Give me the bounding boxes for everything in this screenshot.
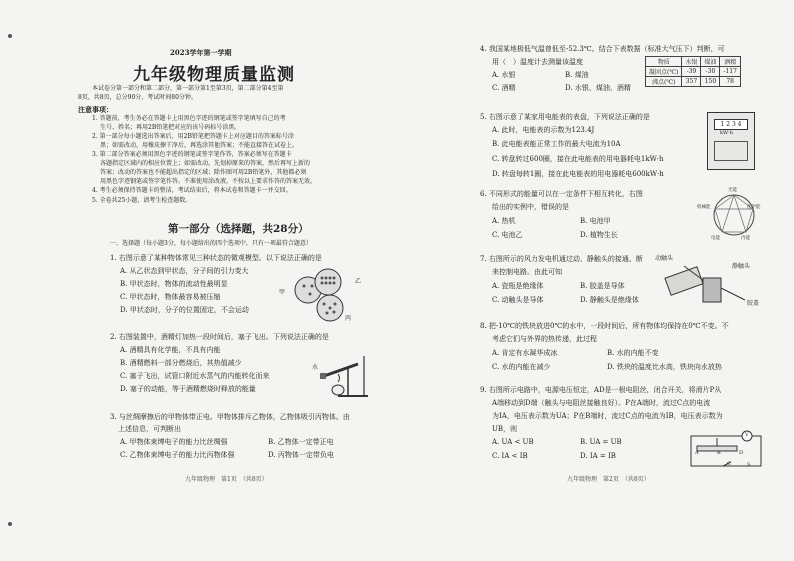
table-cell: 沸点(℃) (646, 77, 682, 87)
q6-option-d[interactable]: D. 植物生长 (580, 231, 618, 239)
wheel-label: 电能 (711, 236, 720, 241)
note-line: 用黑色字迹钢笔或签字笔作答。不准使用涂改液。不按以上要求作答的答案无效。 (100, 178, 317, 185)
meter-dial (714, 141, 748, 161)
wheel-label: 化学能 (747, 205, 761, 210)
q4-stem-line2: 用（ ）温度计去测量该温度 (492, 58, 583, 66)
q3-option-d[interactable]: D. 丙物体一定带负电 (268, 451, 334, 459)
q2-stem: 2. 右图装置中，酒精灯加热一段时间后，塞子飞出。下列说法正确的是 (110, 333, 329, 341)
q3-stem-line1: 3. 与丝绸摩擦后的甲物体带正电。甲物体排斥乙物体，乙物体吸引丙物体。由 (110, 413, 350, 421)
q9-label-s: S (747, 462, 751, 468)
q2-option-d[interactable]: D. 塞子的动能，等于酒精燃烧时释放的能量 (120, 385, 256, 393)
q9-label-d: D (739, 450, 744, 456)
q9-label-b: B (717, 450, 721, 456)
q9-voltmeter-label: V (745, 432, 749, 438)
q1-stem: 1. 右图示意了某种物体常见三种状态的微观模型。以下说法正确的是 (110, 254, 322, 262)
q7-option-a[interactable]: A. 瓷瓶是绝缘体 (492, 282, 544, 290)
q9-option-c[interactable]: C. IA < IB (492, 452, 528, 460)
q6-stem-line2: 给出的实例中，错误的是 (492, 203, 569, 211)
note-line: 生号、姓名；再用2B铅笔把对应的该号码标号涂黑。 (100, 124, 241, 131)
q8-stem-line2: 考虑它们与外界的热传递，此过程 (492, 335, 597, 343)
table-cell: 水银 (682, 57, 701, 67)
note-line: 各题指定区域内的相应位置上；如需改动，先划掉原来的答案，然后再写上新的 (100, 160, 311, 167)
q7-stem-line2: 来控制电路。由此可知 (492, 268, 562, 276)
q9-label-c: C (727, 461, 731, 467)
q7-option-c[interactable]: C. 动触头是导体 (492, 296, 544, 304)
table-row (646, 67, 741, 77)
q4-option-b[interactable]: B. 煤油 (565, 71, 589, 79)
q1-label-jia: 甲 (279, 289, 286, 296)
q8-option-d[interactable]: D. 铁块的温度比水高，铁块向水放热 (607, 363, 722, 371)
note-line: 5. 全卷共25小题，请考生检查题数。 (92, 197, 192, 204)
circuit-figure (687, 428, 765, 470)
energy-conversion-wheel (705, 188, 763, 242)
page-footer: 九年级物理 第2页 （共8页） (567, 476, 650, 483)
q1-option-d[interactable]: D. 甲状态时，分子的位置固定，不会运动 (120, 306, 249, 314)
wheel-label: 光能 (728, 188, 737, 193)
q2-label-water: 水 (312, 364, 319, 371)
q6-option-b[interactable]: B. 电池甲 (580, 217, 611, 225)
q1-option-a[interactable]: A. 从乙状态到甲状态，分子间的引力变大 (120, 267, 249, 275)
q8-option-b[interactable]: B. 水的内能不变 (607, 349, 659, 357)
q6-stem-line1: 6. 不同形式的能量可以在一定条件下相互转化，右图 (480, 190, 643, 198)
q7-label-static-contact: 静触头 (732, 263, 751, 270)
table-cell: -39 (682, 67, 701, 77)
intro-line: 本试卷分第一部分和第二部分，第一部分第1至第3页，第二部分第4至第 (92, 85, 284, 92)
note-line: 2. 第一部分每小题选出答案后，用2B铅笔把答题卡上对应题目的答案标号涂 (92, 133, 294, 140)
q8-option-c[interactable]: C. 水的内能在减少 (492, 363, 551, 371)
meter-unit: kW·h (720, 130, 733, 136)
q5-stem: 5. 右图示意了某家用电能表的表盘，下列说法正确的是 (480, 113, 650, 121)
part1-title: 第一部分（选择题，共28分） (168, 223, 309, 235)
binding-hole (8, 34, 12, 38)
notes-heading: 注意事项： (78, 105, 113, 114)
q4-data-table (645, 56, 741, 87)
q9-stem-line: A端移动到D端（触头与电阻丝接触良好）。P在A端时，流过C点的电流 (492, 399, 711, 407)
q2-option-a[interactable]: A. 酒精具有化学能，不具有内能 (120, 346, 221, 354)
table-cell: 78 (720, 77, 740, 87)
q4-stem-line1: 4. 我国某地极低气温曾低至-52.3℃。结合下表数据（标准大气压下）判断，可 (480, 45, 725, 53)
q9-stem-line: UB，则 (492, 425, 518, 433)
q7-label-moving-contact: 动触头 (655, 255, 674, 262)
table-cell: 煤油 (701, 57, 720, 67)
q5-option-d[interactable]: D. 转盘每转1圈，接在此电能表的用电器耗电600kW·h (492, 170, 664, 178)
table-row (646, 57, 741, 67)
q7-option-b[interactable]: B. 胶盖是导体 (580, 282, 625, 290)
q1-option-b[interactable]: B. 甲状态时，物体的流动性最明显 (120, 280, 228, 288)
note-line: 1. 答题前，考生务必在答题卡上用黑色字迹的钢笔或签字笔填写自己的考 (92, 115, 286, 122)
q9-option-a[interactable]: A. UA < UB (492, 438, 534, 446)
table-cell: 凝固点(℃) (646, 67, 682, 77)
q1-label-bing: 丙 (345, 315, 352, 322)
q3-stem-line2: 上述信息，可判断出 (118, 425, 181, 433)
q9-option-b[interactable]: B. UA = UB (580, 438, 622, 446)
q2-option-b[interactable]: B. 酒精燃料一部分燃烧后，其热值减少 (120, 359, 242, 367)
q5-option-b[interactable]: B. 此电能表能正常工作的最大电流为10A (492, 140, 621, 148)
q9-label-a: A (695, 450, 699, 456)
meter-reading: 1 2 3 4 (714, 119, 748, 130)
table-cell: 物质 (646, 57, 682, 67)
table-cell: 150 (701, 77, 720, 87)
note-line: 答案；改动的答案也不能超出指定的区域；除作图可用2B铅笔外，其他都必须 (100, 169, 307, 176)
note-line: 黑；如需改动，用橡皮擦干净后，再选涂其他答案；不能直接答在试卷上。 (100, 142, 299, 149)
page-footer: 九年级物理 第1页 （共8页） (185, 476, 268, 483)
q4-option-a[interactable]: A. 水银 (492, 71, 516, 79)
q5-option-c[interactable]: C. 转盘转过600圈，接在此电能表的用电器耗电1kW·h (492, 155, 664, 163)
q8-option-a[interactable]: A. 肯定有水凝华成冰 (492, 349, 558, 357)
table-cell: -30 (701, 67, 720, 77)
wheel-label: 内能 (741, 236, 750, 241)
q9-option-d[interactable]: D. IA = IB (580, 452, 616, 460)
q6-option-c[interactable]: C. 电池乙 (492, 231, 523, 239)
alcohol-lamp-figure (318, 346, 378, 402)
q1-option-c[interactable]: C. 甲状态时，物体最容易被压缩 (120, 293, 221, 301)
school-term: 2023学年第一学期 (170, 48, 232, 57)
wheel-label: 机械能 (697, 205, 711, 210)
q2-option-c[interactable]: C. 塞子飞出，试管口附近水蒸气的内能转化而来 (120, 372, 270, 380)
table-cell: -117 (720, 67, 740, 77)
q7-option-d[interactable]: D. 静触头是绝缘体 (580, 296, 639, 304)
note-line: 3. 第二部分答案必须用黑色字迹的钢笔或签字笔作答，答案必须写在答题卡 (92, 151, 292, 158)
q4-option-d[interactable]: D. 水银、煤油、酒精 (565, 84, 631, 92)
table-row (646, 77, 741, 87)
q9-stem-line: 为IA，电压表示数为UA；P在B端时，流过C点的电流为IB，电压表示数为 (492, 412, 723, 420)
q7-stem-line1: 7. 右图所示的风力发电机通过动、静触头的接通、断 (480, 255, 643, 263)
q5-option-a[interactable]: A. 此时，电能表的示数为123.4J (492, 126, 595, 134)
table-cell: 酒精 (720, 57, 740, 67)
q9-stem-line: 9. 右图所示电路中，电源电压恒定，AD是一根电阻丝，闭合开关，将滑片P从 (480, 386, 722, 394)
note-line: 4. 考生必须保持答题卡的整洁，考试结束后，将本试卷和答题卡一并交回。 (92, 187, 292, 194)
table-cell: 357 (682, 77, 701, 87)
right-page (397, 0, 794, 561)
q3-option-b[interactable]: B. 乙物体一定带正电 (268, 438, 334, 446)
q7-label-cover: 胶盖 (747, 300, 760, 307)
q1-label-yi: 乙 (355, 278, 362, 285)
electric-meter-figure (707, 112, 755, 170)
intro-line: 8页，共8页，总分90分，考试时间80分钟。 (78, 94, 197, 101)
molecule-states-figure (290, 268, 370, 324)
q6-option-a[interactable]: A. 热机 (492, 217, 516, 225)
section1-heading: 一、选择题（每小题3分，每小题给出的四个选项中，只有一项最符合题意） (110, 240, 312, 247)
q3-option-c[interactable]: C. 乙物体束缚电子的能力比丙物体强 (120, 451, 235, 459)
q8-stem-line1: 8. 把-10℃的铁块放进0℃的水中，一段时间后，所有物体均保持在0℃不变。不 (480, 322, 729, 330)
page-title: 九年级物理质量监测 (133, 65, 295, 85)
binding-hole (8, 522, 12, 526)
q4-option-c[interactable]: C. 酒精 (492, 84, 516, 92)
q3-option-a[interactable]: A. 甲物体束缚电子的能力比丝绸强 (120, 438, 228, 446)
